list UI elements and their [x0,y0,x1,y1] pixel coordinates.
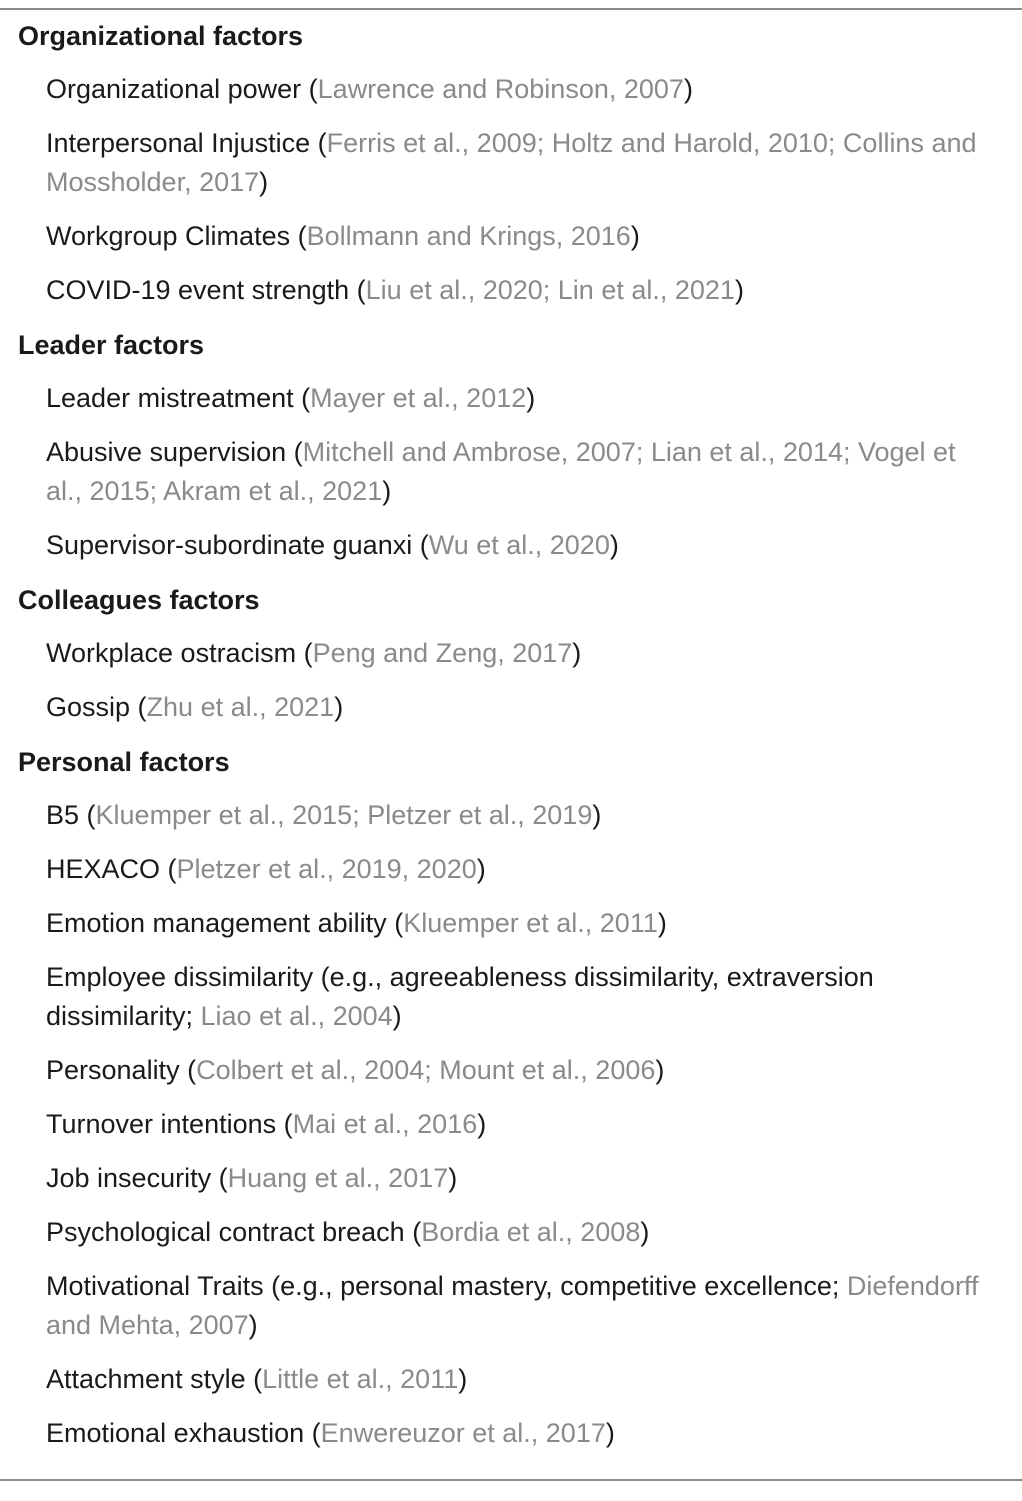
factor-label: Workgroup Climates [46,221,291,251]
citation-link[interactable]: Mitchell and Ambrose, 2007; Lian et al., 2014; Vogel et al., 2015; Akram et al., 2021 [46,437,956,506]
section-heading-personal: Personal factors [18,747,230,777]
citation-link[interactable]: Bordia et al., 2008 [421,1217,641,1247]
citation-link[interactable]: Little et al., 2011 [262,1364,459,1394]
table-row: Psychological contract breach (Bordia et al., 2008) [46,1217,650,1247]
factors-table [0,14,1022,1466]
factor-label: Organizational power [46,74,302,104]
citation-link[interactable]: Liao et al., 2004 [200,1001,393,1031]
factor-label: COVID-19 event strength [46,275,350,305]
table-top-rule [0,8,1022,10]
factor-label: Abusive supervision [46,437,287,467]
table-row: Motivational Traits (e.g., personal mastery, competitive excellence; Diefendorff and Mehta, 2007) [46,1271,979,1340]
section-heading-organizational: Organizational factors [18,21,304,51]
citation-link[interactable]: Colbert et al., 2004; Mount et al., 2006 [196,1055,656,1085]
citation-link[interactable]: Diefendorff and Mehta, 2007 [46,1271,979,1340]
citation-link[interactable]: Huang et al., 2017 [227,1163,449,1193]
table-row: Personality (Colbert et al., 2004; Mount et al., 2006) [46,1055,665,1085]
citation-link[interactable]: Kluemper et al., 2015; Pletzer et al., 2019 [95,800,593,830]
factor-label: B5 [46,800,80,830]
citation-link[interactable]: Ferris et al., 2009; Holtz and Harold, 2010; Collins and Mossholder, 2017 [46,128,977,197]
factor-label: Attachment style [46,1364,246,1394]
table-row: Attachment style (Little et al., 2011) [46,1364,468,1394]
factor-label: Supervisor-subordinate guanxi [46,530,413,560]
table-row: Workgroup Climates (Bollmann and Krings, 2016) [46,221,640,251]
table-row: Gossip (Zhu et al., 2021) [46,692,344,722]
factor-label: Turnover intentions [46,1109,277,1139]
table-row: Leader mistreatment (Mayer et al., 2012) [46,383,536,413]
citation-link[interactable]: Lawrence and Robinson, 2007 [317,74,684,104]
factor-note: e.g., agreeableness dissimilarity, extraversion dissimilarity; [46,962,874,1031]
citation-link[interactable]: Zhu et al., 2021 [146,692,335,722]
factor-label: Emotion management ability [46,908,387,938]
factor-note: e.g., personal mastery, competitive excellence; [280,1271,847,1301]
citation-link[interactable]: Wu et al., 2020 [428,530,610,560]
section-heading-leader: Leader factors [18,330,205,360]
factor-label: Workplace ostracism [46,638,297,668]
table-row: Emotional exhaustion (Enwereuzor et al., 2017) [46,1418,615,1448]
citation-link[interactable]: Mayer et al., 2012 [310,383,527,413]
table-row: Supervisor-subordinate guanxi (Wu et al., 2020) [46,530,619,560]
table-row: Organizational power (Lawrence and Robinson, 2007) [46,74,693,104]
citation-link[interactable]: Enwereuzor et al., 2017 [320,1418,606,1448]
table-row: Interpersonal Injustice (Ferris et al., 2009; Holtz and Harold, 2010; Collins and Mossholder, 2017) [46,128,977,197]
factor-label: Interpersonal Injustice [46,128,311,158]
citation-link[interactable]: Kluemper et al., 2011 [403,908,658,938]
citation-link[interactable]: Bollmann and Krings, 2016 [306,221,631,251]
table-row: Employee dissimilarity (e.g., agreeableness dissimilarity, extraversion dissimilarity; Liao et al., 2004) [46,962,874,1031]
factor-label: Leader mistreatment [46,383,294,413]
table-row: Workplace ostracism (Peng and Zeng, 2017) [46,638,582,668]
factor-label: Emotional exhaustion [46,1418,305,1448]
factor-label: Motivational Traits [46,1271,264,1301]
table-row: Emotion management ability (Kluemper et al., 2011) [46,908,667,938]
table-row: Job insecurity (Huang et al., 2017) [46,1163,458,1193]
factor-label: Employee dissimilarity [46,962,314,992]
table-bottom-rule [0,1479,1022,1481]
citation-link[interactable]: Peng and Zeng, 2017 [312,638,573,668]
table-row: B5 (Kluemper et al., 2015; Pletzer et al., 2019) [46,800,602,830]
table-row: HEXACO (Pletzer et al., 2019, 2020) [46,854,486,884]
factor-label: Personality [46,1055,180,1085]
factor-label: Gossip [46,692,131,722]
factor-label: HEXACO [46,854,161,884]
table-row: Turnover intentions (Mai et al., 2016) [46,1109,487,1139]
section-heading-colleagues: Colleagues factors [18,585,260,615]
table-row: COVID-19 event strength (Liu et al., 2020; Lin et al., 2021) [46,275,744,305]
factor-label: Psychological contract breach [46,1217,405,1247]
citation-link[interactable]: Mai et al., 2016 [292,1109,478,1139]
citation-link[interactable]: Liu et al., 2020; Lin et al., 2021 [365,275,735,305]
factor-label: Job insecurity [46,1163,212,1193]
citation-link[interactable]: Pletzer et al., 2019, 2020 [176,854,477,884]
table-row: Abusive supervision (Mitchell and Ambrose, 2007; Lian et al., 2014; Vogel et al., 2015; Akram et al., 2021) [46,437,956,506]
